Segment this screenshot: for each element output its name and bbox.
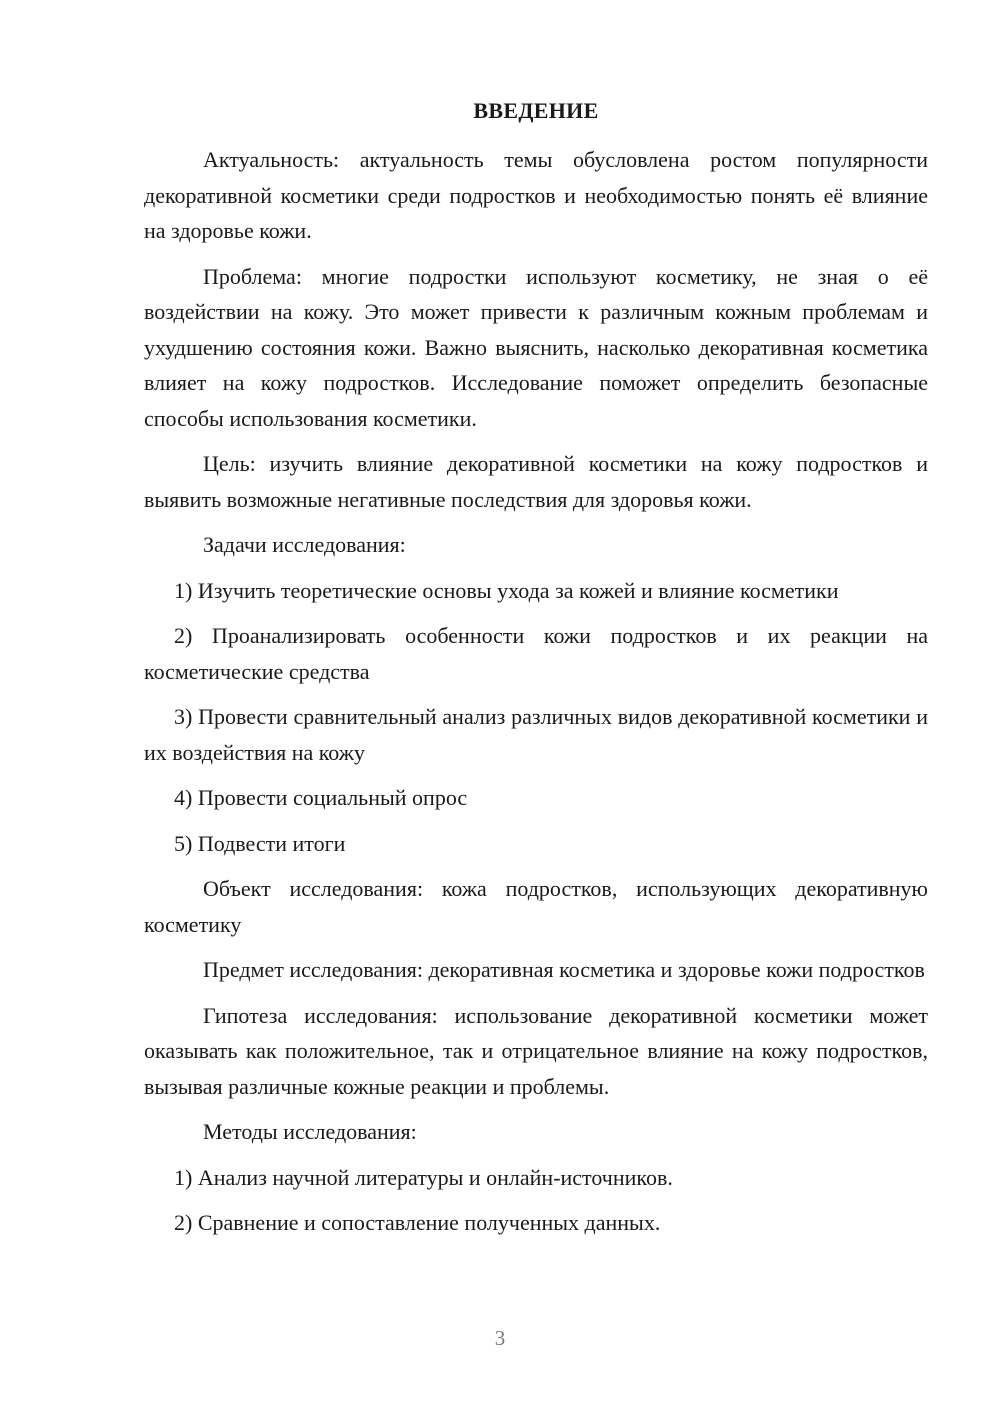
relevance-paragraph: Актуальность: актуальность темы обусловлена ростом популярности декоративной косметики среди подростков и необходимостью понять её влияние на здоровье кожи. xyxy=(144,147,928,243)
page-title: ВВЕДЕНИЕ xyxy=(473,98,599,123)
document-body xyxy=(144,142,928,1251)
hypothesis-paragraph: Гипотеза исследования: использование декоративной косметики может оказывать как положительное, так и отрицательное влияние на кожу подростков, вызывая различные кожные реакции и проблемы. xyxy=(144,1002,928,1099)
task-item-1: 1) Изучить теоретические основы ухода за кожей и влияние косметики xyxy=(174,577,839,603)
methods-heading: Методы исследования: xyxy=(203,1119,417,1144)
page-number: 3 xyxy=(494,1326,506,1350)
problem-paragraph: Проблема: многие подростки используют косметику, не зная о её воздействии на кожу. Это может привести к различным кожным проблемам и ухудшению состояния кожи. Важно выяснить, насколько декоративная косметика влияет на кожу подростков. Исследование поможет определить безопасные способы использования косметики. xyxy=(144,263,928,431)
task-item-4: 4) Провести социальный опрос xyxy=(174,785,468,810)
task-item-3: 3) Провести сравнительный анализ различных видов декоративной косметики и их воздействия на кожу xyxy=(144,704,928,765)
object-paragraph: Объект исследования: кожа подростков, использующих декоративную косметику xyxy=(144,876,928,937)
goal-paragraph: Цель: изучить влияние декоративной косметики на кожу подростков и выявить возможные негативные последствия для здоровья кожи. xyxy=(144,451,928,512)
task-item-2: 2) Проанализировать особенности кожи подростков и их реакции на косметические средства xyxy=(144,623,928,684)
method-item-2: 2) Сравнение и сопоставление полученных данных. xyxy=(174,1210,661,1235)
task-item-5: 5) Подвести итоги xyxy=(174,830,346,856)
tasks-heading: Задачи исследования: xyxy=(203,532,406,557)
method-item-1: 1) Анализ научной литературы и онлайн-источников. xyxy=(174,1164,673,1190)
subject-paragraph: Предмет исследования: декоративная косметика и здоровье кожи подростков xyxy=(203,957,925,982)
